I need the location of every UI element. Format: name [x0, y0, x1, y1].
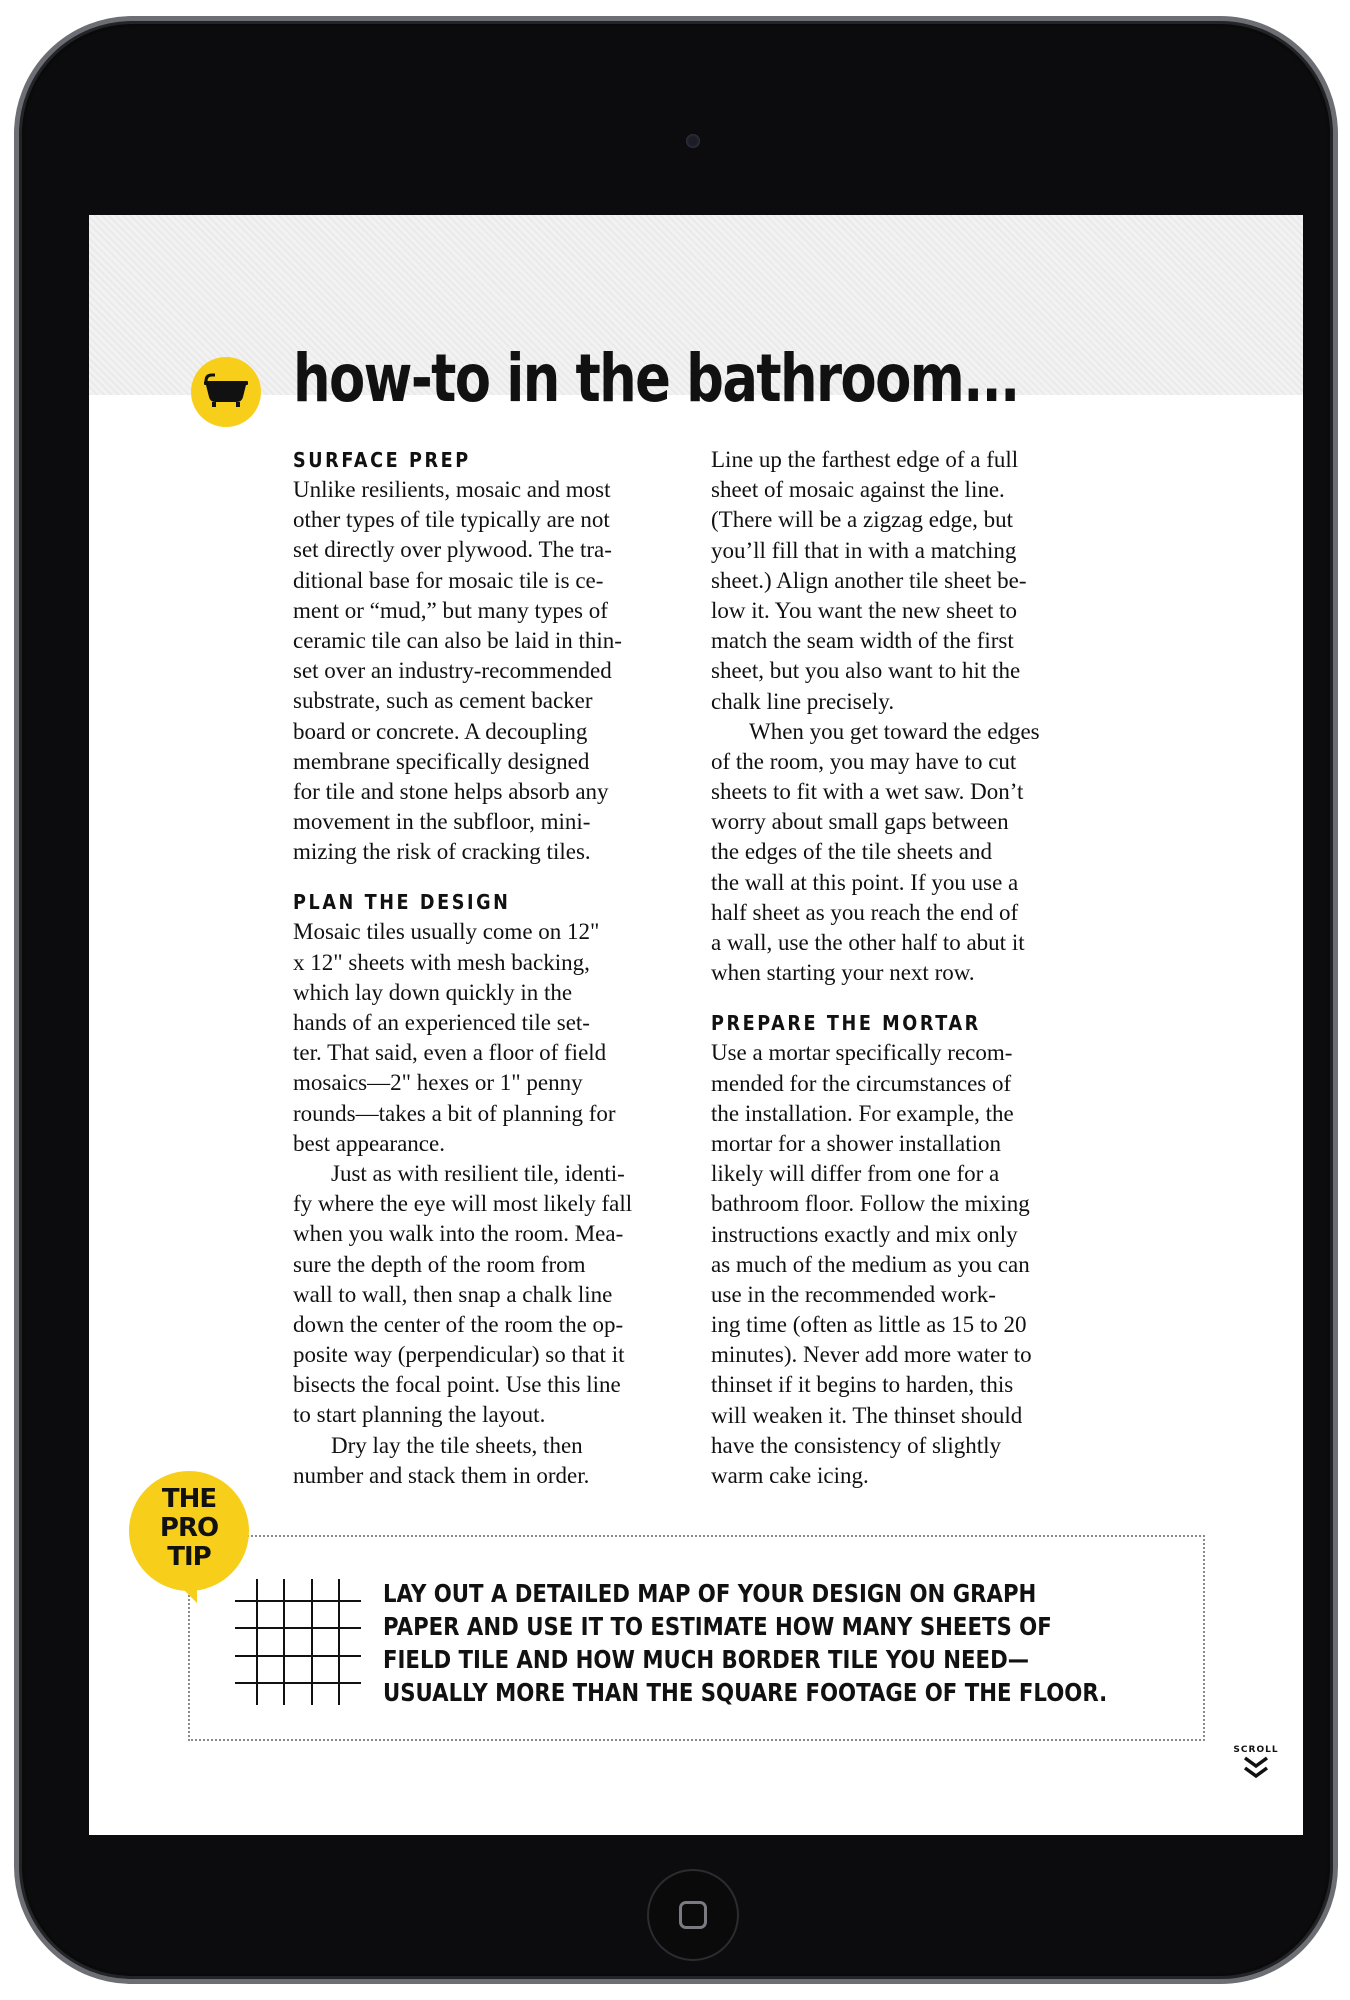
body-text-line: set directly over plywood. The tra-: [293, 537, 612, 563]
article-column-right: [711, 445, 1111, 1491]
body-text-line: of the room, you may have to cut: [711, 748, 1017, 774]
body-text-line: bisects the focal point. Use this line: [293, 1372, 621, 1398]
pro-tip-line: LAY OUT A DETAILED MAP OF YOUR DESIGN ON GRAPH: [383, 1579, 1037, 1608]
body-text-line: Dry lay the tile sheets, then: [331, 1432, 583, 1458]
body-text-line: when you walk into the room. Mea-: [293, 1221, 624, 1247]
body-text-line: best appearance.: [293, 1130, 445, 1156]
paragraph-gap: [293, 867, 693, 887]
page-title: how-to in the bathroom...: [293, 340, 1019, 417]
body-text-line: likely will differ from one for a: [711, 1161, 1000, 1187]
body-text-line: mended for the circumstances of: [711, 1070, 1012, 1096]
body-text-line: low it. You want the new sheet to: [711, 597, 1018, 623]
body-text-line: x 12" sheets with mesh backing,: [293, 949, 590, 975]
double-chevron-down-icon: [1241, 1768, 1271, 1785]
tablet-screen: [89, 215, 1303, 1835]
body-text-line: thinset if it begins to harden, this: [711, 1372, 1014, 1398]
body-text-line: when starting your next row.: [711, 960, 975, 986]
section-heading: SURFACE PREP: [293, 448, 471, 472]
body-text-line: the wall at this point. If you use a: [711, 869, 1019, 895]
body-text-line: warm cake icing.: [711, 1463, 869, 1488]
body-text-line: When you get toward the edges: [749, 718, 1040, 744]
body-text-line: ceramic tile can also be laid in thin-: [293, 627, 622, 653]
pro-tip-line: PAPER AND USE IT TO ESTIMATE HOW MANY SHEETS OF: [383, 1612, 1052, 1641]
body-text-line: have the consistency of slightly: [711, 1432, 1001, 1458]
home-square-icon: [679, 1901, 707, 1929]
body-text-line: use in the recommended work-: [711, 1281, 996, 1307]
pro-tip-label: [129, 1485, 249, 1572]
body-text-line: you’ll fill that in with a matching: [711, 537, 1017, 563]
body-text-line: substrate, such as cement backer: [293, 688, 593, 714]
body-text-line: Line up the farthest edge of a full: [711, 447, 1019, 472]
section-heading: PLAN THE DESIGN: [293, 890, 511, 915]
body-text-line: membrane specifically designed: [293, 748, 590, 774]
body-text-line: the edges of the tile sheets and: [711, 839, 993, 865]
body-text-line: rounds—takes a bit of planning for: [293, 1100, 616, 1126]
tablet-device: [14, 16, 1338, 1984]
body-text-line: Use a mortar specifically recom-: [711, 1040, 1013, 1066]
body-text-line: mizing the risk of cracking tiles.: [293, 839, 591, 865]
body-text-line: minutes). Never add more water to: [711, 1342, 1032, 1368]
body-text-line: Just as with resilient tile, identi-: [331, 1160, 625, 1186]
body-text-line: sheets to fit with a wet saw. Don’t: [711, 779, 1024, 805]
body-text-line: ditional base for mosaic tile is ce-: [293, 567, 604, 593]
paragraph-gap: [711, 988, 1111, 1008]
body-text-line: set over an industry-recommended: [293, 658, 612, 684]
body-text-line: half sheet as you reach the end of: [711, 899, 1019, 925]
body-text-line: hands of an experienced tile set-: [293, 1010, 590, 1035]
body-text-line: ment or “mud,” but many types of: [293, 597, 608, 623]
body-text-line: other types of tile typically are not: [293, 507, 610, 533]
body-text-line: as much of the medium as you can: [711, 1251, 1030, 1277]
body-text-line: will weaken it. The thinset should: [711, 1402, 1023, 1428]
body-text-line: board or concrete. A decoupling: [293, 718, 588, 744]
pro-tip-line: FIELD TILE AND HOW MUCH BORDER TILE YOU NEED—: [383, 1645, 1029, 1674]
body-text-line: mortar for a shower installation: [711, 1130, 1001, 1156]
body-text-line: down the center of the room the op-: [293, 1311, 624, 1337]
body-text-line: instructions exactly and mix only: [711, 1221, 1018, 1247]
body-text-line: posite way (perpendicular) so that it: [293, 1342, 625, 1368]
body-text-line: worry about small gaps between: [711, 809, 1009, 835]
body-text-line: mosaics—2" hexes or 1" penny: [293, 1070, 583, 1096]
pro-tip-label-line: PRO: [159, 1513, 219, 1543]
pro-tip-label-line: TIP: [167, 1542, 211, 1572]
body-text-line: ing time (often as little as 15 to 20: [711, 1312, 1027, 1338]
body-text-line: Mosaic tiles usually come on 12": [293, 919, 600, 945]
body-text-line: chalk line precisely.: [711, 688, 895, 714]
body-text-line: Unlike resilients, mosaic and most: [293, 477, 611, 502]
body-text-line: to start planning the layout.: [293, 1402, 546, 1428]
body-text-line: for tile and stone helps absorb any: [293, 778, 609, 804]
article-column-left: [293, 445, 693, 1491]
body-text-line: a wall, use the other half to abut it: [711, 930, 1025, 955]
body-text-line: the installation. For example, the: [711, 1100, 1014, 1126]
body-text-line: bathroom floor. Follow the mixing: [711, 1191, 1030, 1217]
body-text-line: movement in the subfloor, mini-: [293, 809, 591, 835]
home-button[interactable]: [647, 1869, 739, 1961]
body-text-line: number and stack them in order.: [293, 1462, 590, 1488]
section-heading: PREPARE THE MORTAR: [711, 1011, 981, 1036]
front-camera: [686, 134, 700, 148]
body-text-line: (There will be a zigzag edge, but: [711, 507, 1014, 533]
body-text-line: sheet.) Align another tile sheet be-: [711, 567, 1027, 593]
body-text-line: which lay down quickly in the: [293, 979, 573, 1005]
body-text-line: fy where the eye will most likely fall: [293, 1191, 633, 1217]
bathtub-icon: [191, 357, 261, 427]
scroll-label: SCROLL: [1233, 1745, 1279, 1755]
body-text-line: wall to wall, then snap a chalk line: [293, 1281, 613, 1307]
pro-tip-label-line: THE: [161, 1484, 217, 1514]
scroll-indicator[interactable]: [1231, 1745, 1281, 1786]
graph-paper-icon: [235, 1579, 361, 1705]
body-text-line: match the seam width of the first: [711, 628, 1014, 654]
pro-tip-text: [383, 1577, 1107, 1709]
body-text-line: ter. That said, even a floor of field: [293, 1040, 607, 1066]
body-text-line: sheet of mosaic against the line.: [711, 477, 1005, 503]
body-text-line: sure the depth of the room from: [293, 1251, 586, 1277]
pro-tip-line: USUALLY MORE THAN THE SQUARE FOOTAGE OF THE FLOOR.: [383, 1678, 1108, 1707]
body-text-line: sheet, but you also want to hit the: [711, 658, 1021, 684]
